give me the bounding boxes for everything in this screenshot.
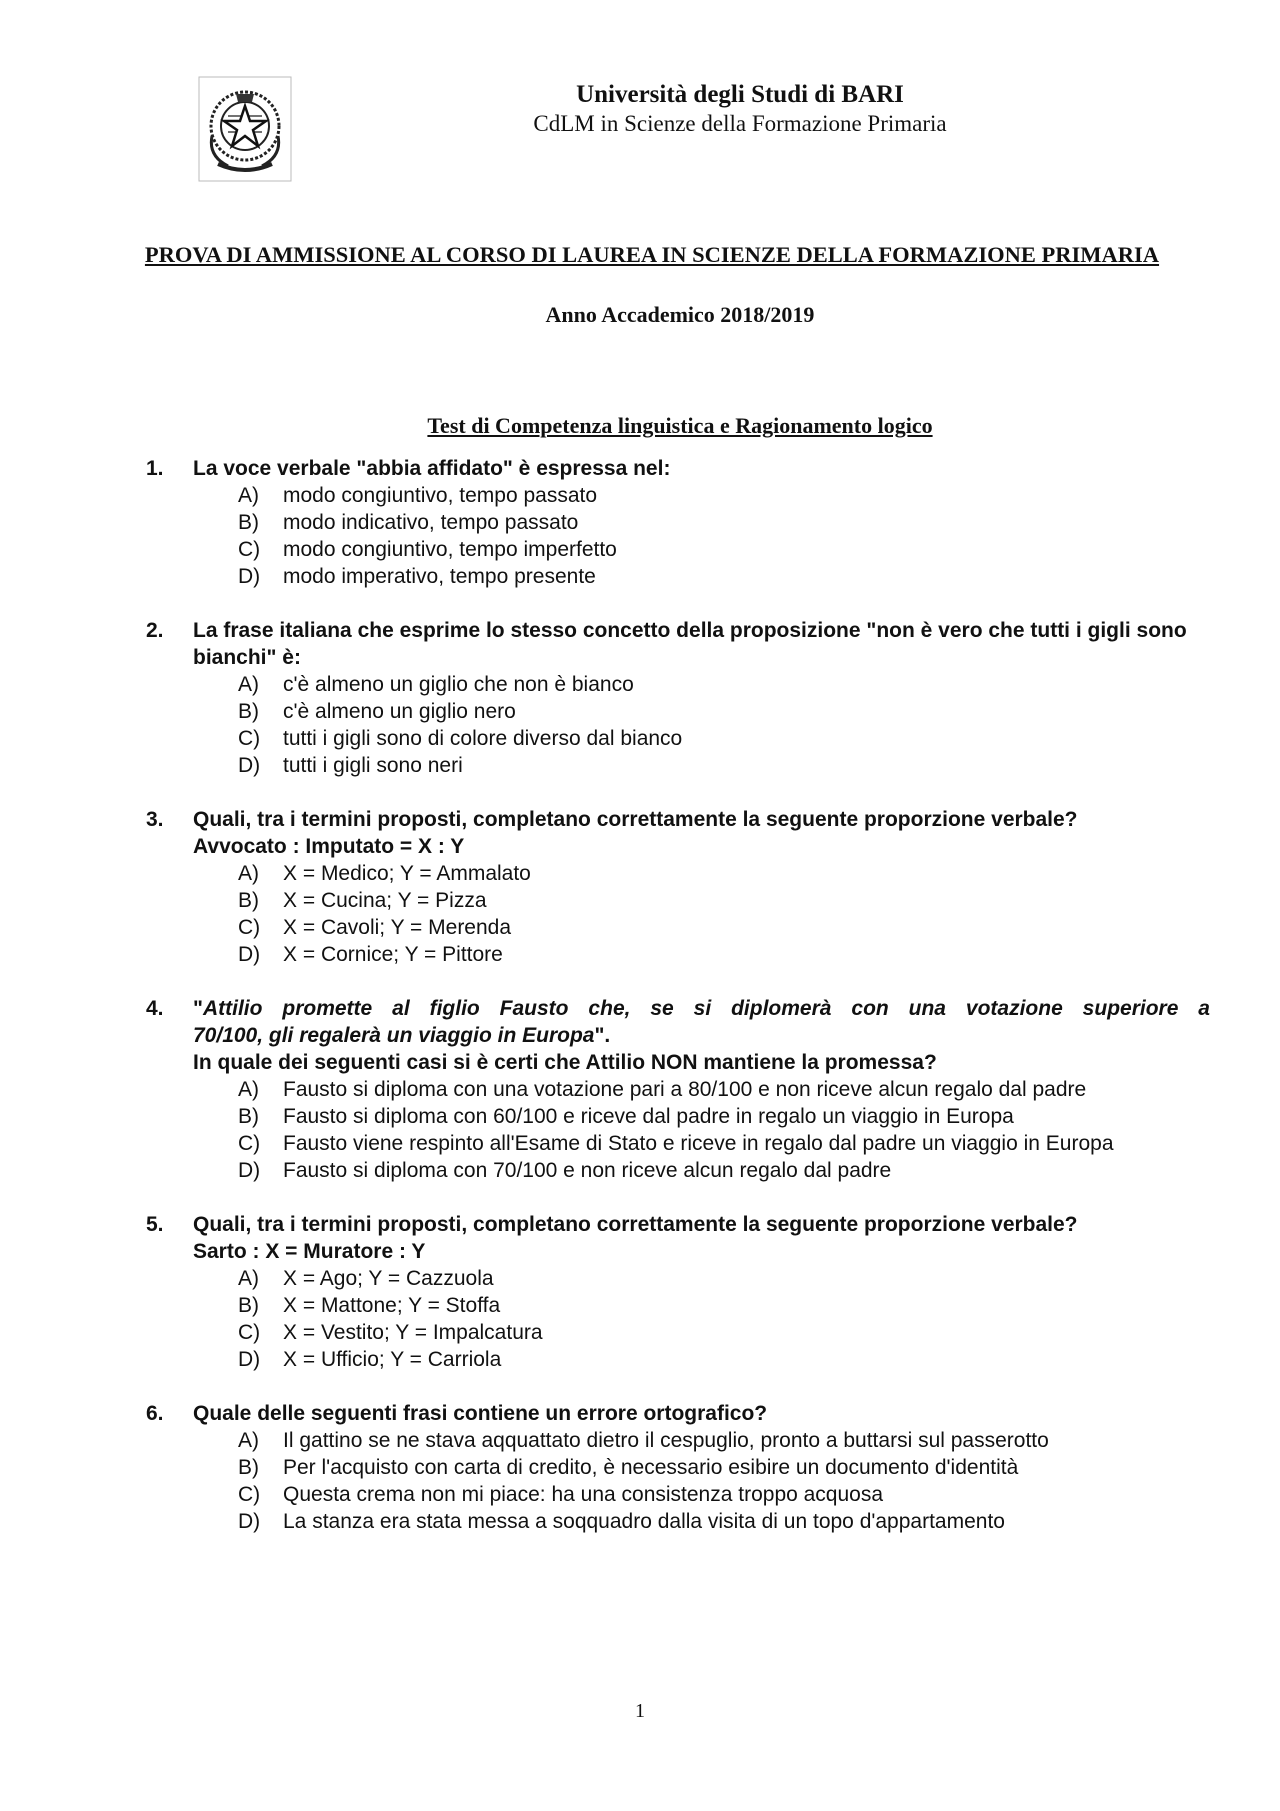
answer-option	[0, 671, 1280, 698]
question-text: La voce verbale "abbia affidato" è espressa nel:	[193, 457, 671, 480]
option-text: Questa crema non mi piace: ha una consistenza troppo acquosa	[283, 1483, 884, 1506]
exam-title: PROVA DI AMMISSIONE AL CORSO DI LAUREA IN SCIENZE DELLA FORMAZIONE PRIMARIA	[144, 242, 1160, 267]
option-label: B)	[238, 1294, 259, 1317]
answer-option	[0, 1157, 1280, 1184]
question-proportion: Avvocato : Imputato = X : Y	[193, 835, 465, 858]
answer-option	[0, 1454, 1280, 1481]
option-text: Per l'acquisto con carta di credito, è necessario esibire un documento d'identità	[283, 1456, 1019, 1479]
answer-option	[0, 1508, 1280, 1535]
answer-option	[0, 482, 1280, 509]
question-quote: "Attilio promette al figlio Fausto che, se si diplomerà con una votazione superiore a 70/100, gli regalerà un viaggio in Europa".	[193, 997, 1210, 1047]
option-text: modo indicativo, tempo passato	[283, 511, 579, 534]
question-2	[0, 617, 1280, 779]
option-label: C)	[238, 1132, 261, 1155]
option-text: modo congiuntivo, tempo imperfetto	[283, 538, 617, 561]
question-number: 4.	[146, 997, 164, 1020]
option-text: Il gattino se ne stava aqquattato dietro il cespuglio, pronto a buttarsi sul passerotto	[283, 1429, 1049, 1452]
question-number: 1.	[146, 457, 164, 480]
answer-option	[0, 1292, 1280, 1319]
option-text: La stanza era stata messa a soqquadro dalla visita di un topo d'appartamento	[283, 1510, 1005, 1533]
question-number: 6.	[146, 1402, 164, 1425]
option-label: C)	[238, 916, 261, 939]
option-label: C)	[238, 1321, 261, 1344]
question-number: 5.	[146, 1213, 164, 1236]
option-text: tutti i gigli sono neri	[283, 754, 463, 777]
question-3	[0, 806, 1280, 968]
question-5	[0, 1211, 1280, 1373]
question-6	[0, 1400, 1280, 1535]
option-text: modo imperativo, tempo presente	[283, 565, 596, 588]
option-label: B)	[238, 700, 259, 723]
option-text: modo congiuntivo, tempo passato	[283, 484, 598, 507]
quote-line-1: Attilio promette al figlio Fausto che, se si diplomerà con una votazione superiore a	[202, 997, 1210, 1020]
option-label: B)	[238, 511, 259, 534]
option-label: D)	[238, 943, 261, 966]
option-label: B)	[238, 889, 259, 912]
option-label: A)	[238, 1267, 259, 1290]
option-label: D)	[238, 1510, 261, 1533]
question-text: In quale dei seguenti casi si è certi che Attilio NON mantiene la promessa?	[193, 1051, 937, 1074]
option-text: tutti i gigli sono di colore diverso dal bianco	[283, 727, 683, 750]
option-text: Fausto si diploma con 70/100 e non riceve alcun regalo dal padre	[283, 1159, 892, 1182]
option-label: D)	[238, 1159, 261, 1182]
option-text: X = Vestito; Y = Impalcatura	[283, 1321, 543, 1344]
option-label: A)	[238, 1429, 259, 1452]
question-text: La frase italiana che esprime lo stesso concetto della proposizione "non è vero che tutti i gigli sono bianchi" è:	[193, 619, 1187, 669]
option-label: C)	[238, 727, 261, 750]
answer-option	[0, 752, 1280, 779]
answer-option	[0, 1076, 1280, 1103]
answer-option	[0, 509, 1280, 536]
answer-option	[0, 1265, 1280, 1292]
option-label: B)	[238, 1456, 259, 1479]
page-number: 1	[635, 1700, 645, 1722]
answer-option	[0, 563, 1280, 590]
option-text: X = Cucina; Y = Pizza	[283, 889, 487, 912]
answer-option	[0, 914, 1280, 941]
answer-option	[0, 1346, 1280, 1373]
course-name: CdLM in Scienze della Formazione Primaria	[533, 111, 947, 136]
question-1	[0, 455, 1280, 590]
option-text: X = Medico; Y = Ammalato	[283, 862, 531, 885]
question-text: Quali, tra i termini proposti, completano correttamente la seguente proporzione verbale?	[193, 808, 1078, 831]
option-text: c'è almeno un giglio nero	[283, 700, 516, 723]
university-name: Università degli Studi di BARI	[576, 81, 904, 108]
question-list	[0, 455, 1280, 1562]
answer-option	[0, 1103, 1280, 1130]
option-label: A)	[238, 484, 259, 507]
option-text: X = Cavoli; Y = Merenda	[283, 916, 512, 939]
option-text: X = Cornice; Y = Pittore	[283, 943, 503, 966]
quote-line-2: 70/100, gli regalerà un viaggio in Europa	[193, 1024, 595, 1047]
option-label: D)	[238, 565, 261, 588]
answer-option	[0, 1130, 1280, 1157]
option-label: A)	[238, 1078, 259, 1101]
question-text: Quali, tra i termini proposti, completano correttamente la seguente proporzione verbale?	[193, 1213, 1078, 1236]
answer-option	[0, 698, 1280, 725]
option-label: B)	[238, 1105, 259, 1128]
answer-option	[0, 725, 1280, 752]
italian-republic-emblem-icon	[198, 76, 292, 182]
option-text: X = Mattone; Y = Stoffa	[283, 1294, 501, 1317]
option-text: c'è almeno un giglio che non è bianco	[283, 673, 634, 696]
answer-option	[0, 1427, 1280, 1454]
question-proportion: Sarto : X = Muratore : Y	[193, 1240, 426, 1263]
option-label: C)	[238, 1483, 261, 1506]
answer-option	[0, 1319, 1280, 1346]
option-label: C)	[238, 538, 261, 561]
option-label: D)	[238, 754, 261, 777]
answer-option	[0, 860, 1280, 887]
option-text: Fausto viene respinto all'Esame di Stato e riceve in regalo dal padre un viaggio in Europa	[283, 1132, 1114, 1155]
option-text: Fausto si diploma con una votazione pari a 80/100 e non riceve alcun regalo dal padre	[283, 1078, 1087, 1101]
answer-option	[0, 941, 1280, 968]
answer-option	[0, 887, 1280, 914]
question-number: 2.	[146, 619, 164, 642]
question-text: Quale delle seguenti frasi contiene un errore ortografico?	[193, 1402, 768, 1425]
option-label: D)	[238, 1348, 261, 1371]
question-4	[0, 995, 1280, 1184]
university-header	[440, 80, 1040, 138]
option-text: X = Ufficio; Y = Carriola	[283, 1348, 502, 1371]
option-label: A)	[238, 862, 259, 885]
section-title: Test di Competenza linguistica e Ragionamento logico	[427, 413, 933, 438]
option-text: Fausto si diploma con 60/100 e riceve dal padre in regalo un viaggio in Europa	[283, 1105, 1014, 1128]
option-label: A)	[238, 673, 259, 696]
answer-option	[0, 536, 1280, 563]
academic-year: Anno Accademico 2018/2019	[545, 302, 815, 327]
answer-option	[0, 1481, 1280, 1508]
question-number: 3.	[146, 808, 164, 831]
option-text: X = Ago; Y = Cazzuola	[283, 1267, 494, 1290]
